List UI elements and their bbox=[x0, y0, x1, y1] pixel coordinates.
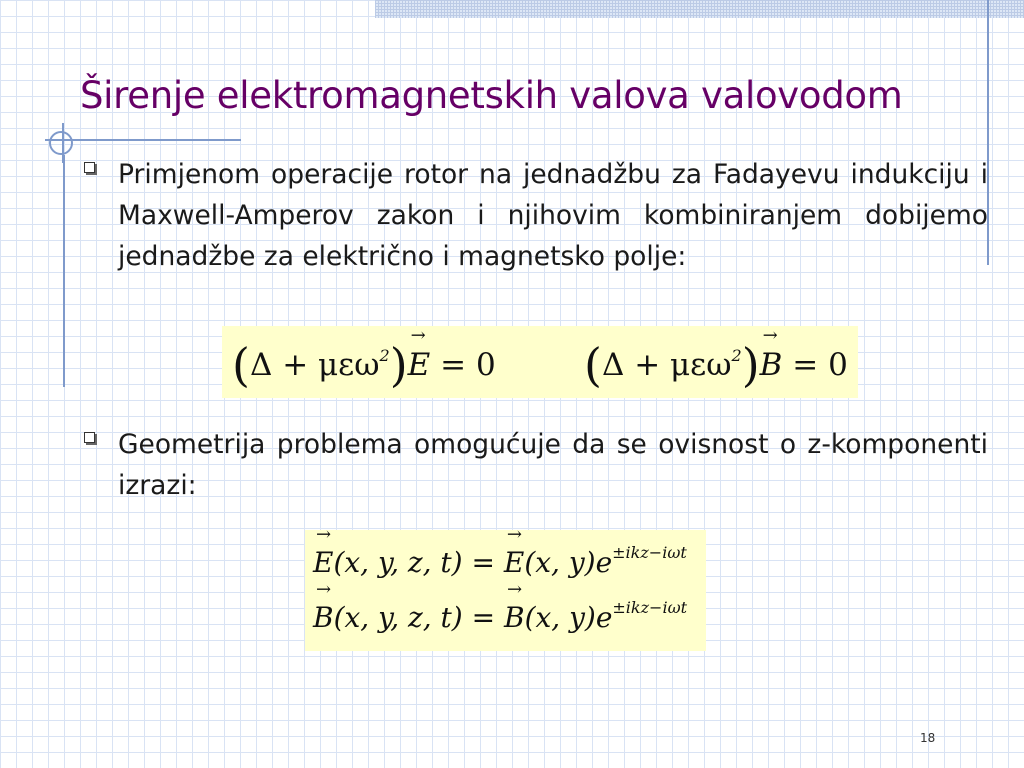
operator-term: Δ + μεω bbox=[249, 347, 380, 383]
bullet-text-2: Geometrija problema omogućuje da se ovisnost o z-komponenti izrazi: bbox=[118, 429, 988, 501]
exponent: 2 bbox=[731, 346, 742, 365]
left-paren: ( bbox=[232, 338, 250, 392]
b-vector: → B bbox=[313, 601, 334, 634]
e-vector-2: → E bbox=[504, 546, 524, 579]
crosshair-circle-icon bbox=[49, 131, 73, 155]
e-vector: → E bbox=[313, 546, 333, 579]
slide-title: Širenje elektromagnetskih valova valovodom bbox=[80, 74, 903, 117]
equals-zero: = 0 bbox=[430, 347, 496, 383]
electric-field-equation bbox=[232, 338, 496, 392]
square-bullet-icon bbox=[84, 432, 95, 443]
electric-field-expression bbox=[313, 543, 687, 579]
equals-zero: = 0 bbox=[782, 347, 848, 383]
left-accent-line bbox=[63, 155, 65, 387]
b-args-2: (x, y)e bbox=[524, 601, 613, 634]
field-expression-box bbox=[305, 530, 706, 651]
exponent: ±ikz−iωt bbox=[612, 543, 687, 562]
e-vector: → E bbox=[408, 347, 431, 383]
e-args-2: (x, y)e bbox=[524, 546, 613, 579]
magnetic-field-equation bbox=[584, 338, 848, 392]
magnetic-field-expression bbox=[313, 598, 687, 634]
e-args: (x, y, z, t) = bbox=[333, 546, 504, 579]
header-pattern-band bbox=[375, 0, 1024, 18]
bullet-text-1: Primjenom operacije rotor na jednadžbu za Fadayevu indukciju i Maxwell-Amperov zakon i njihovim kombiniranjem dobijemo jednadžbe za električno i magnetsko polje: bbox=[118, 159, 988, 272]
page-number: 18 bbox=[920, 731, 936, 745]
right-paren: ) bbox=[741, 338, 760, 392]
square-bullet-icon bbox=[84, 162, 95, 173]
exponent: 2 bbox=[379, 346, 390, 365]
b-vector-2: → B bbox=[504, 601, 525, 634]
right-paren: ) bbox=[389, 338, 408, 392]
b-args: (x, y, z, t) = bbox=[333, 601, 504, 634]
b-vector: → B bbox=[760, 347, 783, 383]
left-paren: ( bbox=[584, 338, 602, 392]
exponent: ±ikz−iωt bbox=[612, 598, 688, 617]
title-underline bbox=[45, 139, 241, 141]
wave-equations-box bbox=[222, 326, 858, 398]
operator-term: Δ + μεω bbox=[601, 347, 732, 383]
